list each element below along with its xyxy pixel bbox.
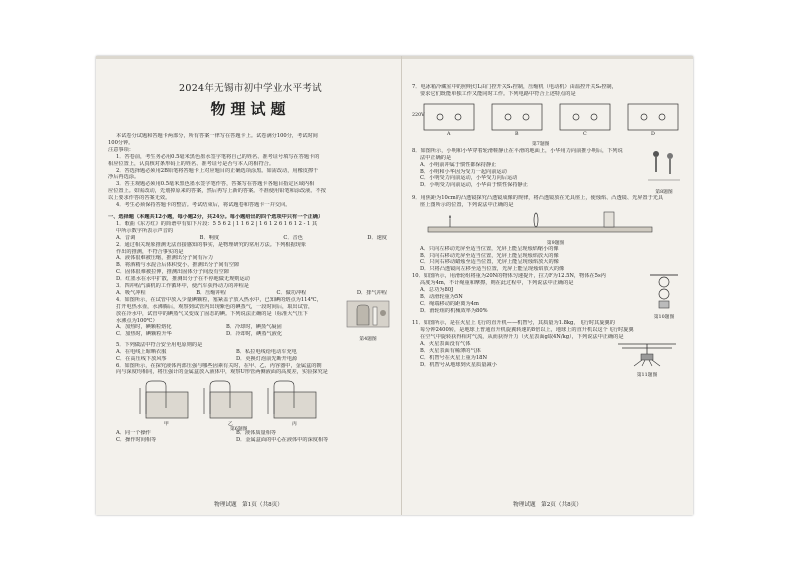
option: C．操作时间相等 xyxy=(116,437,157,444)
option: C．绳端移动的距离为4m xyxy=(420,300,479,307)
option: D．机智号从地球到火星质量减小 xyxy=(420,361,497,368)
option: B．冷却时，碘蒸气凝固 xyxy=(226,324,282,331)
option: D．滑轮组的机械效率为80% xyxy=(420,307,488,314)
question-text: 9．用焦距为10cm的凸透镜探究凸透镜成像的规律，将凸透镜放在光具座上，使烛焰、凸透镜、光屏置于光具 xyxy=(412,194,664,201)
option: A．加热时，碘颗粒熔化 xyxy=(116,324,172,331)
option: C．只向右移动蜡烛至适当位置，光屏上能呈现烛焰放大的像 xyxy=(420,259,559,266)
option: A．火星表面没有气体 xyxy=(420,340,471,347)
question-text: 中所示数字所表示声音的 xyxy=(116,227,174,234)
option: A xyxy=(447,131,451,137)
circuit-voltage-label: 220V xyxy=(412,112,425,118)
q8-block xyxy=(412,148,685,195)
q11-block xyxy=(412,341,685,378)
option: D．速度 xyxy=(367,234,387,241)
option: B．私拉电线给电动车充电 xyxy=(236,348,297,355)
option: C xyxy=(583,131,587,137)
question-text: 水沸点为100℃） xyxy=(116,317,158,324)
question-text: 放在冷水中，试管中的碘蒸气又变成了固态的碘。下列说法正确的是（标准大气压下 xyxy=(116,310,308,317)
option: B．压缩冲程 xyxy=(196,289,226,296)
q11-helicopter-image xyxy=(612,341,682,367)
question-text: 法中正确的是 xyxy=(420,154,452,161)
option: A．只向左移动光屏至适当位置，光屏上能呈现烛焰缩小的像 xyxy=(420,245,559,252)
page-footer: 物理试题 第1页（共8页） xyxy=(214,502,283,508)
page-footer: 物理试题 第2页（共8页） xyxy=(513,502,582,508)
question-text: 7．电冰箱冷藏室中的照明灯L由门控开关S₁控制，压缩机（电动机）由温控开关S₂控制， xyxy=(412,84,617,90)
notice-item: 应位置上。如需改动，先划掉原来的答案，然后再写上新的答案。不准使用铅笔和涂改液。不按 xyxy=(108,188,326,195)
option-row xyxy=(108,324,339,331)
question-text: 向与深度均相同，将压强计的金属盒放入液体中，观察U形管两侧液面的高度差，实验探究是 xyxy=(116,369,328,376)
figure-caption: 第9题图 xyxy=(546,240,565,246)
q9-optical-bench-image xyxy=(426,211,656,235)
figure-label: 丙 xyxy=(292,422,297,428)
option: A．音调 xyxy=(116,234,136,241)
figure-caption: 第11题图 xyxy=(636,372,658,378)
exam-sheet xyxy=(96,56,693,515)
question-text: 每分钟2400转，是地球上普通直升机旋翼转速的8倍以上，地球上的直升机以这个飞行时旋翼 xyxy=(420,327,634,334)
option: C．音色 xyxy=(283,234,303,241)
option-row xyxy=(108,356,393,363)
option: D．只将凸透镜向左移至适当位置，光屏上能呈现烛焰放大的像 xyxy=(420,266,565,273)
notice-intro-line: 100分钟。 xyxy=(108,139,134,146)
option-row xyxy=(108,430,393,437)
question-text: 打开电热水壶，水沸腾后，观察到试管内出现紫色的碘蒸气，一段时间后，取出试管， xyxy=(116,303,314,310)
option: A．小明前冲属于惯性都保持静止 xyxy=(420,161,497,168)
option-row xyxy=(108,290,393,297)
option: B．只向右移动光屏至适当位置，光屏上能呈现烛焰放大的像 xyxy=(420,252,559,259)
left-page xyxy=(96,56,401,515)
option: B．小明和小华因为受力一起向前运动 xyxy=(420,168,507,175)
q7-figure xyxy=(412,98,685,148)
option: B．液体质量相等 xyxy=(236,430,277,437)
figure-caption: 第6题图 xyxy=(230,427,248,433)
section-heading: 一、选择题（本题共12小题，每小题2分，共24分。每小题给出的四个选项中只有一个正确） xyxy=(108,213,324,220)
question-text: 5．下列做法中符合安全用电原则的是 xyxy=(116,341,203,348)
option: A．液体很难被压缩，推测出分子间有斥力 xyxy=(116,255,214,262)
question-text: 要求它们既能单独工作又能同时工作。下列电路中符合上述特点的是 xyxy=(420,90,576,97)
figure-caption: 第4题图 xyxy=(359,336,377,342)
option: B．将酒精与水混合后体积变小，推测出分子间有空隙 xyxy=(116,262,240,269)
question-text: 3．四冲程汽油机的工作循环中，使汽车获得动力的冲程是 xyxy=(116,283,249,290)
option: A．吸气冲程 xyxy=(116,289,146,296)
option-row xyxy=(108,349,393,356)
option: A．总功为80J xyxy=(420,287,454,294)
question-text: 高度为4m，不计绳重和摩擦，则在此过程中，下列说法中正确的是 xyxy=(420,280,574,287)
option: C．机智号在火星上重为18N xyxy=(420,354,487,361)
question-text: 8．如图所示，小明和小华穿着轮滑鞋静止在平滑的地面上，小华用力向前推小明后，下列说 xyxy=(412,147,623,154)
figure-label: 乙 xyxy=(228,422,233,428)
notice-item: 3．答主观题必须用0.5毫米黑色墨水签字笔作答，答案写在答题卡各题目指定区域内相 xyxy=(116,181,315,188)
q6-figure-image xyxy=(138,378,338,422)
option: A．同一个操作 xyxy=(116,430,151,437)
option: B．响度 xyxy=(199,234,220,241)
option-row xyxy=(108,331,339,338)
question-text: 作出的推测，不符合事实的是 xyxy=(116,248,184,255)
option: D．冷却时，碘蒸气液化 xyxy=(226,331,283,338)
notice-intro-line: 本试卷分试题和答题卡两部分，所有答案一律写在答题卡上。试卷满分100分，考试时间 xyxy=(116,133,318,139)
q9-figure xyxy=(426,211,685,246)
option: D．更换灯泡前先断开电源 xyxy=(236,355,298,362)
option: C．固体很难被拉伸，推测出固体分子间没有空隙 xyxy=(116,269,229,276)
subject-title: 物理试题 xyxy=(210,100,291,118)
option: C．小明受力向前运动，小华受力向后运动 xyxy=(420,175,518,182)
option: D．红墨水在水中扩散，推测出分子在不停地做无规则运动 xyxy=(116,276,250,283)
right-page xyxy=(401,56,693,515)
question-text: 1．歌曲《东方红》的简谱中有如下片段：5 5 6 2 | 1 1 6 2 | 1 6 1 2 6 1 6 1 2 - 1 其 xyxy=(116,220,318,227)
figure-label: 甲 xyxy=(164,422,169,428)
option: B．动滑轮重为5N xyxy=(420,293,463,300)
q10-block xyxy=(412,273,685,320)
option: B．火星表面有稀薄的气体 xyxy=(420,347,481,354)
option: D．金属盒面的中心在液体中的深度相等 xyxy=(236,437,329,444)
q4-block xyxy=(108,297,393,342)
question-text: 在空气中旋转获得相对气流，从而获得升力（火星表面g取4N/kg），下列说法中正确的是 xyxy=(420,334,624,341)
option: D xyxy=(651,131,655,137)
question-text: 4．如图所示，在试管中放入少量碘颗粒，塞紧盖子放入热水中，已知碘的熔点为114℃， xyxy=(116,296,322,303)
notice-item: 4．考生必须保持答题卡的整洁。考试结束后，将试题卷和答题卡一并交回。 xyxy=(116,202,291,209)
option-row xyxy=(108,437,393,444)
question-text: 座上图所示的位置，下列说法中正确的是 xyxy=(420,201,514,208)
question-text: 10．如图所示，用滑轮组将重为20N的物体匀速提升，拉力F为12.5N，物体在5s内 xyxy=(412,273,606,280)
notice-heading: 注意事项： xyxy=(108,146,134,153)
exam-title: 2024年无锡市初中学业水平考试 xyxy=(179,83,322,94)
notice-item: 1．答卷前，考生务必用0.5毫米黑色墨水签字笔将自己的姓名、准考证号填写在答题卡的 xyxy=(116,153,320,160)
option: C．做功冲程 xyxy=(276,289,307,296)
figure-caption: 第7题图 xyxy=(532,141,550,147)
figure-caption: 第10题图 xyxy=(653,315,675,321)
option: C．在高压线下放风筝 xyxy=(116,355,167,362)
option: B xyxy=(515,131,519,137)
q4-figure-image xyxy=(343,297,393,331)
option: C．加热时，碘颗粒升华 xyxy=(116,331,172,338)
notice-item: 2．答选择题必须用2B铅笔将答题卡上对应题目的正确选项涂黑。如需改动，用橡皮擦干 xyxy=(116,167,319,174)
question-text: 6．如图所示，在探究液体内部压强与哪些因素有关时，在甲、乙、丙容器中，金属盒的朝 xyxy=(116,362,322,369)
option: D．小明受力向前运动，小华由于惯性保持静止 xyxy=(420,182,528,189)
option-row xyxy=(108,235,393,242)
q8-figure-image xyxy=(644,148,684,184)
figure-caption: 第8题图 xyxy=(655,189,673,195)
option: D．排气冲程 xyxy=(356,289,387,296)
notice-item: 净后再选涂。 xyxy=(108,174,140,181)
notice-item: 以上要求作答的答案无效。 xyxy=(108,195,171,202)
question-text: 2．通过相关现象推测无法直接感知的事实，是物理研究的常用方法。下列根据现象 xyxy=(116,241,307,248)
q10-pulley-image xyxy=(644,273,684,309)
q7-circuit-diagrams xyxy=(412,98,682,140)
notice-item: 相应位置上，认真核对条形码上的姓名、准考证号是否与本人的相符合。 xyxy=(108,160,275,167)
question-text: 11．如图所示，是在火星上飞行的直升机——机智号，其质量为1.8kg，飞行时其旋翼的 xyxy=(412,320,615,327)
option: A．在电线上晾晒衣服 xyxy=(116,348,167,355)
q6-figure xyxy=(138,378,368,433)
